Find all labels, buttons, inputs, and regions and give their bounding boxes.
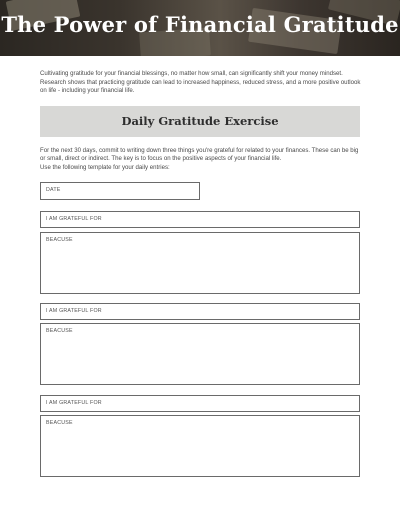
grateful-for-field[interactable] <box>40 303 360 320</box>
because-field[interactable] <box>40 415 360 477</box>
date-field[interactable] <box>40 182 200 200</box>
header-banner <box>0 0 400 56</box>
grateful-for-field[interactable] <box>40 211 360 228</box>
section-heading-bar <box>40 106 360 137</box>
grateful-for-label: I AM GRATEFUL FOR <box>46 308 102 314</box>
instructions-template-note: Use the following template for your daily entries: <box>40 163 170 171</box>
grateful-for-field[interactable] <box>40 395 360 412</box>
instructions <box>40 147 362 172</box>
because-field[interactable] <box>40 323 360 385</box>
intro-paragraph: Cultivating gratitude for your financial blessings, no matter how small, can significantly shift your money mindset. Research shows that practicing gratitude can lead to increased happiness, reduced stress, and a more positive outlook on life - including your financial life. <box>40 70 361 95</box>
because-label: BEACUSE <box>46 237 73 243</box>
because-field[interactable] <box>40 232 360 294</box>
grateful-for-label: I AM GRATEFUL FOR <box>46 400 102 406</box>
because-label: BEACUSE <box>46 420 73 426</box>
grateful-for-label: I AM GRATEFUL FOR <box>46 216 102 222</box>
instructions-text: For the next 30 days, commit to writing down three things you're grateful for related to your finances. These can be big or small, direct or indirect. The key is to focus on the positive aspects of your financial life. <box>40 147 359 163</box>
page-title: The Power of Financial Gratitude <box>1 12 399 37</box>
section-title: Daily Gratitude Exercise <box>121 114 279 128</box>
because-label: BEACUSE <box>46 328 73 334</box>
date-label: DATE <box>46 187 61 193</box>
